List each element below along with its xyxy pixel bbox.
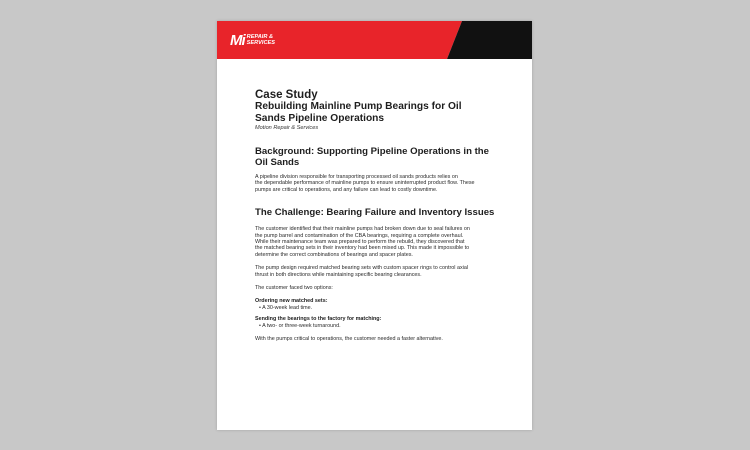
challenge-heading: The Challenge: Bearing Failure and Inventory Issues xyxy=(255,207,495,219)
company-logo xyxy=(230,30,275,50)
challenge-line: While their maintenance team was prepared to perform the rebuild, they discovered that xyxy=(255,239,465,246)
background-line: pumps are critical to operations, and any failure can lead to costly downtime. xyxy=(255,186,438,193)
option2-title: Sending the bearings to the factory for matching: xyxy=(255,316,382,323)
challenge-line: the matched bearing sets in their inventory had been mixed up. This made it impossible to xyxy=(255,245,470,252)
background-line: A pipeline division responsible for transporting processed oil sands products relies on xyxy=(255,174,458,180)
design-line: thrust in both directions while maintaining specific bearing clearances. xyxy=(255,271,422,278)
document-page xyxy=(217,21,532,430)
banner-black-band xyxy=(447,21,532,59)
logo-text-line1: REPAIR & xyxy=(246,34,273,40)
background-line: the dependable performance of mainline pumps to ensure uninterrupted product flow. These xyxy=(255,180,475,187)
challenge-line: the pump barrel and contamination of the CBA bearings, requiring a complete overhaul. xyxy=(255,232,464,239)
logo-mark: Mi xyxy=(230,31,245,49)
design-line: The pump design required matched bearing sets with custom spacer rings to control axial xyxy=(255,265,469,272)
logo-text-line2: SERVICES xyxy=(246,40,275,46)
document-content xyxy=(255,89,505,343)
logo-text xyxy=(247,34,275,46)
challenge-line: The customer identified that their mainline pumps had broken down due to seal failures on xyxy=(255,226,470,233)
doc-title: Case Study xyxy=(255,89,318,101)
doc-subtitle-line2: Sands Pipeline Operations xyxy=(255,112,385,124)
option1-bullet: • A 30-week lead time. xyxy=(259,304,313,311)
doc-subtitle-line1: Rebuilding Mainline Pump Bearings for Oil xyxy=(255,101,462,112)
background-heading-line2: Oil Sands xyxy=(255,157,300,168)
doc-author: Motion Repair & Services xyxy=(255,125,319,131)
option2-bullet: • A two- or three-week turnaround. xyxy=(259,322,341,329)
header-banner xyxy=(217,21,532,59)
challenge-line: determine the correct combinations of bearings and spacer plates. xyxy=(255,251,413,258)
option1-title: Ordering new matched sets: xyxy=(255,298,328,305)
background-heading-line1: Background: Supporting Pipeline Operations in the xyxy=(255,146,489,157)
options-intro: The customer faced two options: xyxy=(255,285,333,292)
conclusion-line: With the pumps critical to operations, the customer needed a faster alternative. xyxy=(255,336,443,343)
